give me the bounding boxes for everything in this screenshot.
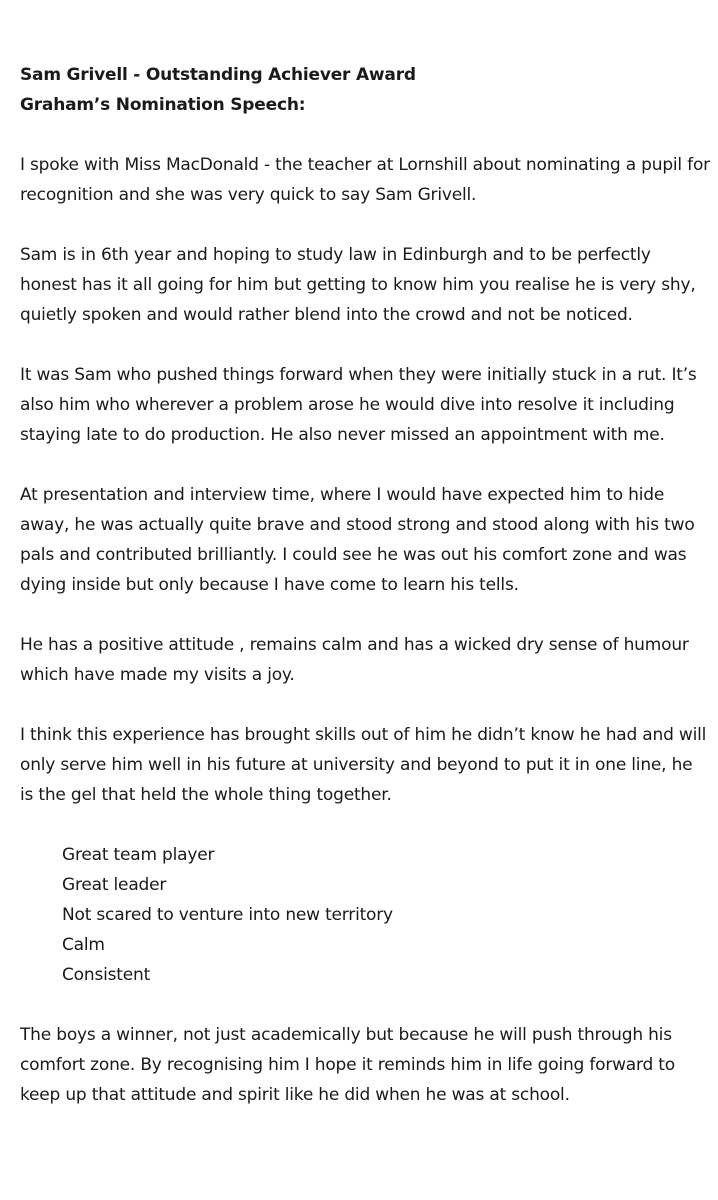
document-subtitle: Graham’s Nomination Speech: — [20, 95, 306, 115]
paragraph-closing: The boys a winner, not just academically but because he will push through his comfort zone. By recognising him I hope it reminds him in life going forward to keep up that attitude and spirit like he did when he was at school. — [20, 1025, 675, 1105]
list-item: Consistent — [62, 965, 151, 985]
document-body — [20, 60, 710, 1110]
spacer — [20, 330, 710, 360]
spacer — [20, 690, 710, 720]
spacer — [20, 990, 710, 1020]
qualities-list — [20, 840, 710, 990]
paragraph-background: Sam is in 6th year and hoping to study law in Edinburgh and to be perfectly honest has it all going for him but getting to know him you realise he is very shy, quietly spoken and would rather blend into the crowd and not be noticed. — [20, 245, 696, 325]
list-item: Great team player — [62, 845, 215, 865]
spacer — [20, 810, 710, 840]
paragraph-attitude: He has a positive attitude , remains calm and has a wicked dry sense of humour which have made my visits a joy. — [20, 635, 689, 685]
paragraph-intro: I spoke with Miss MacDonald - the teacher at Lornshill about nominating a pupil for recognition and she was very quick to say Sam Grivell. — [20, 155, 710, 205]
list-item: Great leader — [62, 875, 167, 895]
paragraph-presentation: At presentation and interview time, where I would have expected him to hide away, he was actually quite brave and stood strong and stood along with his two pals and contributed brilliantly. I could see he was out his comfort zone and was dying inside but only because I have come to learn his tells. — [20, 485, 695, 595]
spacer — [20, 120, 710, 150]
document-title: Sam Grivell - Outstanding Achiever Award — [20, 65, 416, 85]
list-item: Calm — [62, 935, 105, 955]
list-item: Not scared to venture into new territory — [62, 905, 393, 925]
spacer — [20, 210, 710, 240]
paragraph-contribution: It was Sam who pushed things forward when they were initially stuck in a rut. It’s also him who wherever a problem arose he would dive into resolve it including staying late to do production. He also never missed an appointment with me. — [20, 365, 697, 445]
spacer — [20, 450, 710, 480]
paragraph-experience: I think this experience has brought skills out of him he didn’t know he had and will only serve him well in his future at university and beyond to put it in one line, he is the gel that held the whole thing together. — [20, 725, 707, 805]
spacer — [20, 600, 710, 630]
